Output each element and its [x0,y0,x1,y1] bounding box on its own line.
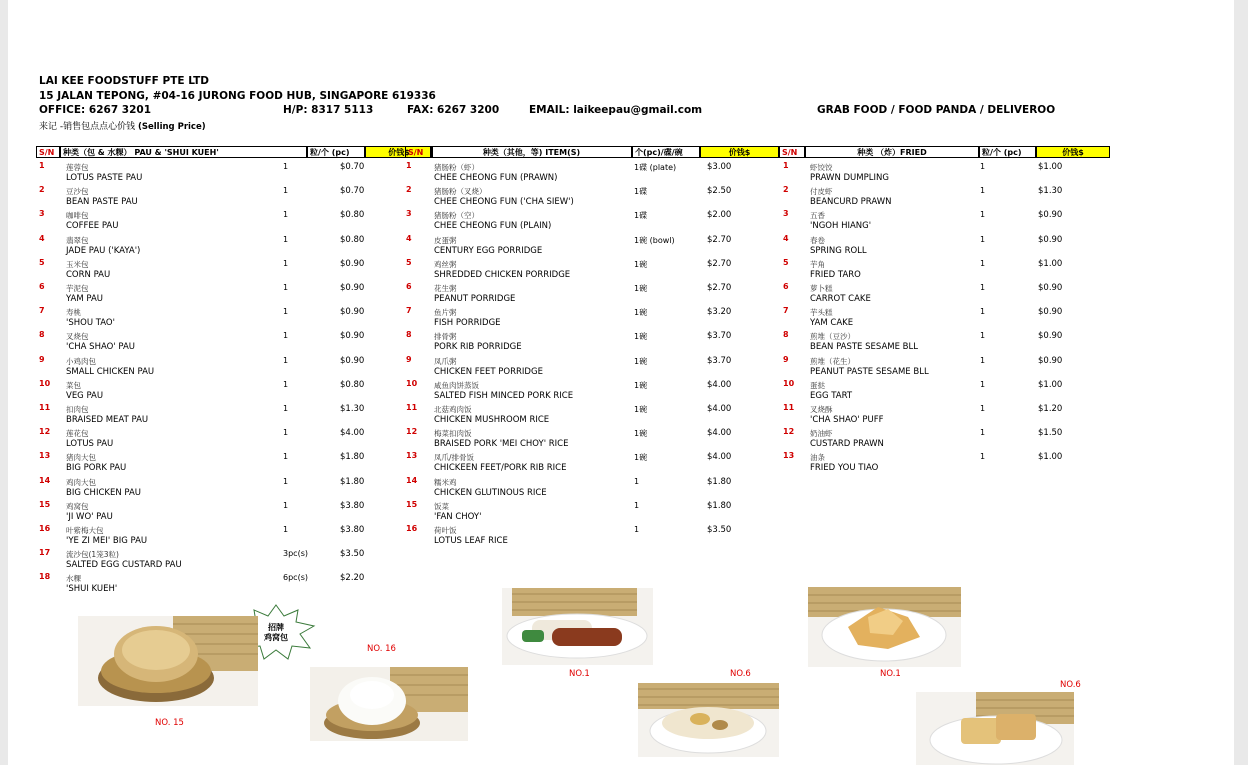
item-price: $0.80 [340,379,365,390]
item-name-cn: 豆沙包 [66,187,89,197]
item-qty: 1碗 [634,453,648,463]
row-number: 16 [39,524,51,533]
company-address: 15 JALAN TEPONG, #04-16 JURONG FOOD HUB, SINGAPORE 619336 [39,90,436,102]
item-qty: 1 [634,500,640,510]
row-number: 1 [406,161,412,170]
fax-number: FAX: 6267 3200 [407,104,500,116]
table-2-price-header: 价钱$ [700,146,779,158]
item-qty: 1 [283,500,289,510]
item-name-en: CUSTARD PRAWN [810,439,884,450]
item-name-cn: 糯米鸡 [434,477,457,487]
row-number: 14 [39,475,51,485]
item-name-en: VEG PAU [66,390,104,401]
row-number: 5 [39,257,45,267]
item-name-en: YAM CAKE [810,318,854,329]
item-qty: 1碗 [634,308,648,318]
row-number: 11 [39,403,51,412]
photo-big-pau [310,667,468,741]
table-3-qty-header: 粒/个 (pc) [979,146,1036,158]
item-price: $1.80 [707,500,732,511]
row-number: 6 [39,282,45,291]
item-price: $3.20 [707,307,732,318]
item-qty: 1碟 [634,211,648,221]
item-price: $0.70 [340,186,365,197]
table-3-price-header: 价钱$ [1036,146,1110,158]
email-address: EMAIL: laikeepau@gmail.com [529,104,703,116]
item-name-cn: 芋头糕 [810,308,833,318]
row-number: 2 [39,185,45,195]
item-name-en: CHICKEN FEET PORRIDGE [434,366,543,377]
item-name-cn: 菜包 [66,380,81,390]
item-price: $0.90 [1038,331,1063,342]
item-qty: 1碗 [634,259,648,269]
item-name-en: CHEE CHEONG FUN ('CHA SIEW') [434,197,574,208]
row-number: 12 [783,427,795,437]
item-name-cn: 鸡窝包 [66,501,89,511]
item-name-en: BRAISED PORK 'MEI CHOY' RICE [434,439,569,450]
photo-prawn-dumpling [808,587,961,667]
row-number: 11 [406,403,418,412]
item-name-en: LOTUS LEAF RICE [434,536,508,546]
caption-no1-chee-cheong-fun: NO.1 [569,669,590,679]
item-price: $1.80 [340,476,365,487]
item-qty: 1 [980,186,986,196]
item-name-cn: 花生粥 [434,284,457,293]
price-list-subtitle [39,119,206,132]
item-price: $0.90 [1038,355,1063,366]
item-price: $0.90 [340,307,365,318]
item-name-cn: 蛋挞 [810,380,825,390]
item-name-en: PRAWN DUMPLING [810,173,889,183]
item-qty: 1 [283,283,289,292]
item-name-cn: 油条 [810,453,825,463]
item-name-cn: 芋泥包 [66,284,89,293]
row-number: 4 [406,233,412,243]
item-qty: 1 [980,331,986,341]
row-number: 1 [39,161,45,170]
row-number: 9 [406,354,412,364]
item-qty: 1 [634,476,640,486]
item-qty: 1 [980,210,986,220]
row-number: 18 [39,572,51,582]
item-name-cn: 流沙包(1笼3粒) [66,550,119,560]
item-name-en: 'CHA SHAO' PUFF [810,415,884,425]
row-number: 5 [783,257,789,267]
row-number: 15 [406,499,418,509]
item-name-en: PEANUT PASTE SESAME BLL [810,366,929,377]
row-number: 12 [406,427,418,437]
table-1-qty-header: 粒/个 (pc) [307,146,365,158]
item-price: $0.90 [1038,234,1063,245]
item-name-en: 'JI WO' PAU [66,511,113,522]
item-price: $2.70 [707,283,732,293]
item-price: $2.70 [707,234,732,245]
row-number: 9 [39,354,45,364]
item-name-cn: 荷叶饭 [434,526,457,535]
item-name-cn: 北菇鸡肉饭 [434,405,472,414]
item-name-cn: 煎堆（豆沙） [810,332,855,342]
item-name-cn: 付皮虾 [810,187,833,197]
item-name-en: SALTED FISH MINCED PORK RICE [434,390,574,401]
item-name-en: 'FAN CHOY' [434,511,482,522]
item-name-cn: 寿桃 [66,308,81,318]
table-2-sn-header: S/N [405,146,431,158]
row-number: 16 [406,524,418,533]
item-qty: 1碗 [634,356,648,366]
item-price: $3.50 [340,549,365,560]
item-name-cn: 饭菜 [434,501,449,511]
item-name-en: CHICKEN MUSHROOM RICE [434,415,550,425]
row-number: 13 [406,451,418,461]
caption-no16: NO. 16 [367,644,396,654]
item-name-cn: 春卷 [810,235,825,245]
item-qty: 1 [283,162,289,171]
item-qty: 1 [980,355,986,365]
item-name-cn: 莲蓉包 [66,163,89,172]
row-number: 10 [783,378,795,388]
item-price: $0.90 [1038,307,1063,318]
table-1-price-header: 价钱$ [365,146,433,158]
row-number: 7 [39,306,45,316]
item-name-cn: 鱼片粥 [434,308,457,318]
item-qty: 1 [283,186,289,196]
item-name-en: CHEE CHEONG FUN (PRAWN) [434,173,558,183]
item-name-en: CARROT CAKE [810,294,871,304]
item-qty: 1碗 [634,332,648,342]
item-price: $0.80 [340,234,365,245]
item-price: $1.00 [1038,452,1063,463]
item-name-en: BEANCURD PRAWN [810,197,892,208]
item-qty: 1 [283,525,289,534]
table-3-sn-header: S/N [779,146,805,158]
item-price: $1.30 [1038,186,1063,197]
item-name-cn: 玉米包 [66,259,89,269]
item-name-cn: 叶紫梅大包 [66,526,104,535]
badge-line-2: 鸡窝包 [264,633,288,642]
caption-no6-porridge: NO.6 [730,669,751,679]
item-price: $3.70 [707,331,732,342]
item-price: $1.00 [1038,379,1063,390]
item-name-cn: 水粿 [66,574,81,584]
photo-ji-wo-pau [78,616,258,706]
row-number: 15 [39,499,51,509]
row-number: 12 [39,427,51,437]
item-price: $4.00 [707,404,732,414]
item-qty: 1 [980,452,986,462]
item-qty: 1 [283,452,289,462]
item-price: $0.90 [1038,210,1063,221]
item-name-en: LOTUS PAU [66,439,114,450]
item-name-cn: 咸鱼肉饼蒸饭 [434,380,479,390]
item-qty: 1碗 (bowl) [634,235,675,245]
item-name-cn: 叉烧酥 [810,405,833,414]
item-name-en: 'SHUI KUEH' [66,584,118,595]
table-2-qty-header: 个(pc)/碟/碗 [632,146,700,158]
item-name-en: PEANUT PORRIDGE [434,294,516,304]
subtitle-en: (Selling Price) [137,122,206,132]
item-name-en: BIG CHICKEN PAU [66,487,142,498]
item-qty: 1 [980,404,986,413]
item-name-en: 'CHA SHAO' PAU [66,342,135,353]
item-price: $1.00 [1038,258,1063,269]
item-name-cn: 五香 [810,211,825,221]
item-qty: 1碗 [634,405,648,414]
item-name-en: LOTUS PASTE PAU [66,173,143,183]
item-name-en: CHICKEN GLUTINOUS RICE [434,487,547,498]
row-number: 10 [406,378,418,388]
item-price: $2.70 [707,258,732,269]
item-price: $3.50 [707,525,732,535]
table-2-item-header: 种类（其他，等) ITEM(S) [431,146,632,158]
row-number: 6 [406,282,412,291]
item-qty: 1碗 [634,284,648,293]
row-number: 3 [406,209,412,219]
item-name-cn: 奶油虾 [810,429,833,439]
item-qty: 1 [283,307,289,317]
item-name-en: PORK RIB PORRIDGE [434,342,522,353]
item-price: $1.20 [1038,404,1063,414]
item-qty: 1碟 (plate) [634,163,677,172]
item-name-cn: 叉烧包 [66,332,89,342]
item-name-cn: 梅菜扣肉饭 [434,429,472,439]
row-number: 4 [39,233,45,243]
item-qty: 1 [283,379,289,389]
row-number: 10 [39,378,51,388]
item-price: $4.00 [707,379,732,390]
item-price: $0.90 [340,355,365,366]
item-qty: 1 [283,210,289,220]
item-qty: 1 [980,162,986,171]
item-name-cn: 凤爪/排骨饭 [434,453,475,463]
item-qty: 3pc(s) [283,549,308,559]
row-number: 7 [783,306,789,316]
item-qty: 1碗 [634,429,648,439]
hp-phone: H/P: 8317 5113 [283,104,374,116]
item-qty: 1 [980,428,986,438]
photo-chee-cheong-fun [502,588,653,665]
item-name-en: FRIED YOU TIAO [810,463,879,474]
item-price: $1.80 [340,452,365,463]
item-name-en: CENTURY EGG PORRIDGE [434,245,543,256]
row-number: 6 [783,282,789,291]
item-name-cn: 芋角 [810,259,825,269]
item-name-en: 'SHOU TAO' [66,318,115,329]
item-name-en: EGG TART [810,390,853,401]
item-price: $0.90 [340,258,365,269]
item-name-en: SMALL CHICKEN PAU [66,366,155,377]
item-name-en: 'YE ZI MEI' BIG PAU [66,536,148,546]
item-price: $0.90 [340,331,365,342]
photo-porridge [638,683,779,757]
item-price: $0.90 [1038,283,1063,293]
item-name-en: BEAN PASTE PAU [66,197,138,208]
photo-carrot-cake [916,692,1074,765]
table-3-item-header: 种类 （炸）FRIED [805,146,979,158]
item-price: $4.00 [340,428,365,439]
item-name-cn: 小鸡肉包 [66,356,96,366]
row-number: 13 [783,451,795,461]
item-name-en: FRIED TARO [810,269,861,280]
delivery-platforms: GRAB FOOD / FOOD PANDA / DELIVEROO [817,104,1056,116]
item-name-en: JADE PAU ('KAYA') [66,245,141,256]
item-qty: 1 [980,258,986,268]
item-name-en: FISH PORRIDGE [434,318,501,329]
item-price: $1.00 [1038,162,1063,172]
row-number: 9 [783,354,789,364]
row-number: 1 [783,161,789,170]
item-price: $4.00 [707,452,732,463]
item-price: $2.20 [340,573,365,584]
row-number: 11 [783,403,795,412]
item-qty: 1 [283,331,289,341]
item-qty: 1 [283,234,289,244]
item-price: $0.80 [340,210,365,221]
company-name: LAI KEE FOODSTUFF PTE LTD [39,75,210,87]
item-qty: 1碗 [634,380,648,390]
item-name-en: BIG PORK PAU [66,463,127,474]
item-name-en: CORN PAU [66,269,111,280]
item-qty: 1 [980,283,986,292]
item-price: $3.80 [340,500,365,511]
row-number: 3 [39,209,45,219]
item-name-en: CHEE CHEONG FUN (PLAIN) [434,221,552,232]
item-price: $1.80 [707,476,732,487]
item-price: $3.70 [707,355,732,366]
item-qty: 1 [980,234,986,244]
item-name-en: SALTED EGG CUSTARD PAU [66,560,182,571]
item-name-cn: 咖啡包 [66,211,89,221]
row-number: 17 [39,548,51,558]
item-price: $3.00 [707,162,732,172]
row-number: 14 [406,475,418,485]
item-qty: 1碟 [634,187,648,197]
item-name-cn: 鸡肉大包 [66,477,96,487]
item-qty: 1 [283,258,289,268]
item-name-cn: 猪肠粉（叉烧） [434,187,487,197]
item-price: $0.70 [340,162,365,172]
office-phone: OFFICE: 6267 3201 [39,104,152,116]
item-qty: 1 [283,355,289,365]
item-name-cn: 猪肠粉（虾） [434,163,479,172]
item-name-cn: 凤爪粥 [434,356,457,366]
item-name-en: SHREDDED CHICKEN PORRIDGE [434,269,571,280]
item-name-en: SPRING ROLL [810,245,867,256]
caption-no15: NO. 15 [155,718,184,728]
viewer-right-edge [1234,0,1248,765]
item-name-cn: 莲花包 [66,429,89,439]
item-price: $4.00 [707,428,732,439]
row-number: 7 [406,306,412,316]
item-name-cn: 鸡丝粥 [434,259,457,269]
item-qty: 1 [283,404,289,413]
item-name-cn: 虾饺饺 [810,163,833,172]
item-name-en: 'NGOH HIANG' [810,221,872,232]
row-number: 2 [406,185,412,195]
row-number: 8 [39,330,45,340]
row-number: 2 [783,185,789,195]
item-price: $1.50 [1038,428,1063,439]
item-name-cn: 萝卜糕 [810,284,833,293]
subtitle-cn: 来记 -销售包点点心价钱 [39,122,136,132]
row-number: 3 [783,209,789,219]
item-name-cn: 排骨粥 [434,332,457,342]
row-number: 8 [406,330,412,340]
item-name-cn: 皮蛋粥 [434,235,457,245]
item-name-cn: 扣肉包 [66,405,89,414]
item-qty: 6pc(s) [283,573,308,583]
item-qty: 1 [980,307,986,317]
caption-no6-carrot-cake: NO.6 [1060,680,1081,690]
item-name-en: COFFEE PAU [66,221,119,232]
item-price: $1.30 [340,404,365,414]
item-name-en: YAM PAU [66,294,104,304]
row-number: 4 [783,233,789,243]
item-price: $2.00 [707,210,732,221]
item-name-cn: 翡翠包 [66,235,89,245]
row-number: 13 [39,451,51,461]
document-page [8,0,1234,765]
item-name-cn: 猪肠粉（空） [434,211,479,221]
item-name-cn: 猪肉大包 [66,453,96,463]
badge-line-1: 招牌 [268,623,284,632]
item-name-cn: 煎堆（花生） [810,356,855,366]
item-qty: 1 [283,476,289,486]
item-price: $0.90 [340,283,365,293]
item-name-en: CHICKEEN FEET/PORK RIB RICE [434,463,567,474]
caption-no1-prawn-dumpling: NO.1 [880,669,901,679]
item-qty: 1 [980,379,986,389]
table-1-sn-header: S/N [36,146,60,158]
table-1-item-header: 种类（包 & 水粿） PAU & 'SHUI KUEH' [60,146,307,158]
item-name-en: BEAN PASTE SESAME BLL [810,342,918,353]
row-number: 5 [406,257,412,267]
item-price: $2.50 [707,186,732,197]
item-qty: 1 [634,525,640,534]
row-number: 8 [783,330,789,340]
item-price: $3.80 [340,525,365,535]
item-name-en: BRAISED MEAT PAU [66,415,149,425]
item-qty: 1 [283,428,289,438]
